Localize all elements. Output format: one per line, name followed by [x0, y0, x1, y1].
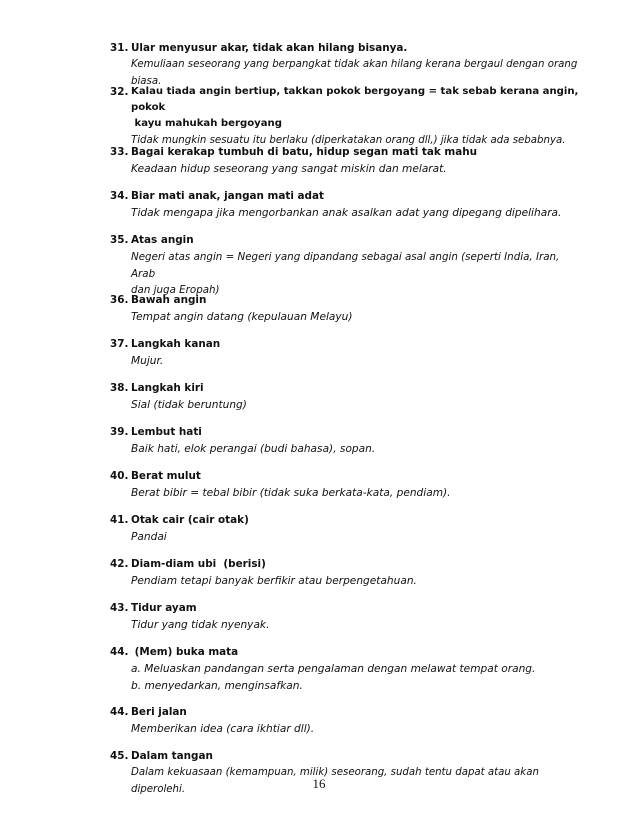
item-term: Bawah angin	[131, 294, 207, 306]
item-definition: Dalam kekuasaan (kemampuan, milik) seseorang, sudah tentu dapat atau akan diperolehi.	[131, 767, 543, 795]
item-number: 44.	[110, 706, 129, 718]
item-definition: Baik hati, elok perangai (budi bahasa), sopan.	[131, 443, 376, 455]
item-definition: a. Meluaskan pandangan serta pengalaman dengan melawat tempat orang. b. menyedarkan, menginsafkan.	[131, 663, 536, 692]
item-number: 39.	[110, 426, 129, 438]
list-item	[110, 336, 580, 380]
item-term: Dalam tangan	[131, 750, 213, 762]
list-item	[110, 188, 580, 232]
list-item	[110, 380, 580, 424]
item-term: Biar mati anak, jangan mati adat	[131, 190, 324, 202]
list-item	[110, 40, 581, 87]
item-number: 35.	[110, 234, 129, 246]
item-term: Atas angin	[131, 234, 194, 246]
item-term: Otak cair (cair otak)	[131, 514, 249, 526]
item-number: 44.	[110, 646, 129, 658]
item-term: Diam-diam ubi (berisi)	[131, 558, 266, 570]
item-definition: Kemuliaan seseorang yang berpangkat tidak akan hilang kerana bergaul dengan orang biasa.	[131, 59, 581, 87]
item-number: 45.	[110, 750, 129, 762]
page-number: 16	[312, 776, 326, 791]
item-term: Bagai kerakap tumbuh di batu, hidup segan mati tak mahu	[131, 146, 478, 158]
item-definition: Tidak mungkin sesuatu itu berlaku (diperkatakan orang dll,) jika tidak ada sebabnya.	[131, 135, 566, 146]
list-item	[110, 468, 580, 512]
item-number: 40.	[110, 470, 129, 482]
item-number: 37.	[110, 338, 129, 350]
list-item	[110, 292, 580, 336]
item-definition: Memberikan idea (cara ikhtiar dll).	[131, 723, 315, 735]
list-item	[110, 424, 580, 468]
item-term: Tidur ayam	[131, 602, 197, 614]
list-item	[110, 556, 580, 600]
item-number: 36.	[110, 294, 129, 306]
item-number: 32.	[110, 86, 129, 98]
idiom-list	[110, 40, 581, 795]
item-definition: Pandai	[131, 531, 167, 543]
item-definition: Keadaan hidup seseorang yang sangat miskin dan melarat.	[131, 163, 447, 175]
list-item	[110, 600, 580, 644]
item-number: 33.	[110, 146, 129, 158]
list-item	[110, 84, 580, 144]
item-term: (Mem) buka mata	[131, 646, 239, 658]
item-definition: Tidur yang tidak nyenyak.	[131, 619, 270, 631]
item-definition: Pendiam tetapi banyak berfikir atau berpengetahuan.	[131, 575, 417, 587]
item-term: Kalau tiada angin bertiup, takkan pokok bergoyang = tak sebab kerana angin, pokok kayu mahukah bergoyang	[131, 86, 579, 129]
item-number: 38.	[110, 382, 129, 394]
item-definition: Tidak mengapa jika mengorbankan anak asalkan adat yang dipegang dipelihara.	[131, 207, 562, 219]
list-item	[110, 232, 580, 296]
list-item	[110, 704, 580, 748]
item-term: Berat mulut	[131, 470, 201, 482]
item-definition: Sial (tidak beruntung)	[131, 399, 247, 411]
item-definition: Berat bibir = tebal bibir (tidak suka berkata-kata, pendiam).	[131, 487, 451, 499]
list-item	[110, 144, 580, 188]
item-number: 31.	[110, 42, 129, 54]
item-definition: Tempat angin datang (kepulauan Melayu)	[131, 311, 353, 323]
item-term: Langkah kanan	[131, 338, 221, 350]
item-number: 42.	[110, 558, 129, 570]
item-number: 34.	[110, 190, 129, 202]
item-definition: Mujur.	[131, 355, 164, 367]
item-number: 43.	[110, 602, 129, 614]
item-term: Langkah kiri	[131, 382, 204, 394]
item-term: Beri jalan	[131, 706, 187, 718]
item-term: Lembut hati	[131, 426, 202, 438]
item-term: Ular menyusur akar, tidak akan hilang bisanya.	[131, 42, 408, 54]
list-item	[110, 644, 580, 704]
item-definition: Negeri atas angin = Negeri yang dipandang sebagai asal angin (seperti India, Iran, Arab dan juga Eropah)	[131, 251, 560, 296]
list-item	[110, 512, 580, 556]
item-number: 41.	[110, 514, 129, 526]
